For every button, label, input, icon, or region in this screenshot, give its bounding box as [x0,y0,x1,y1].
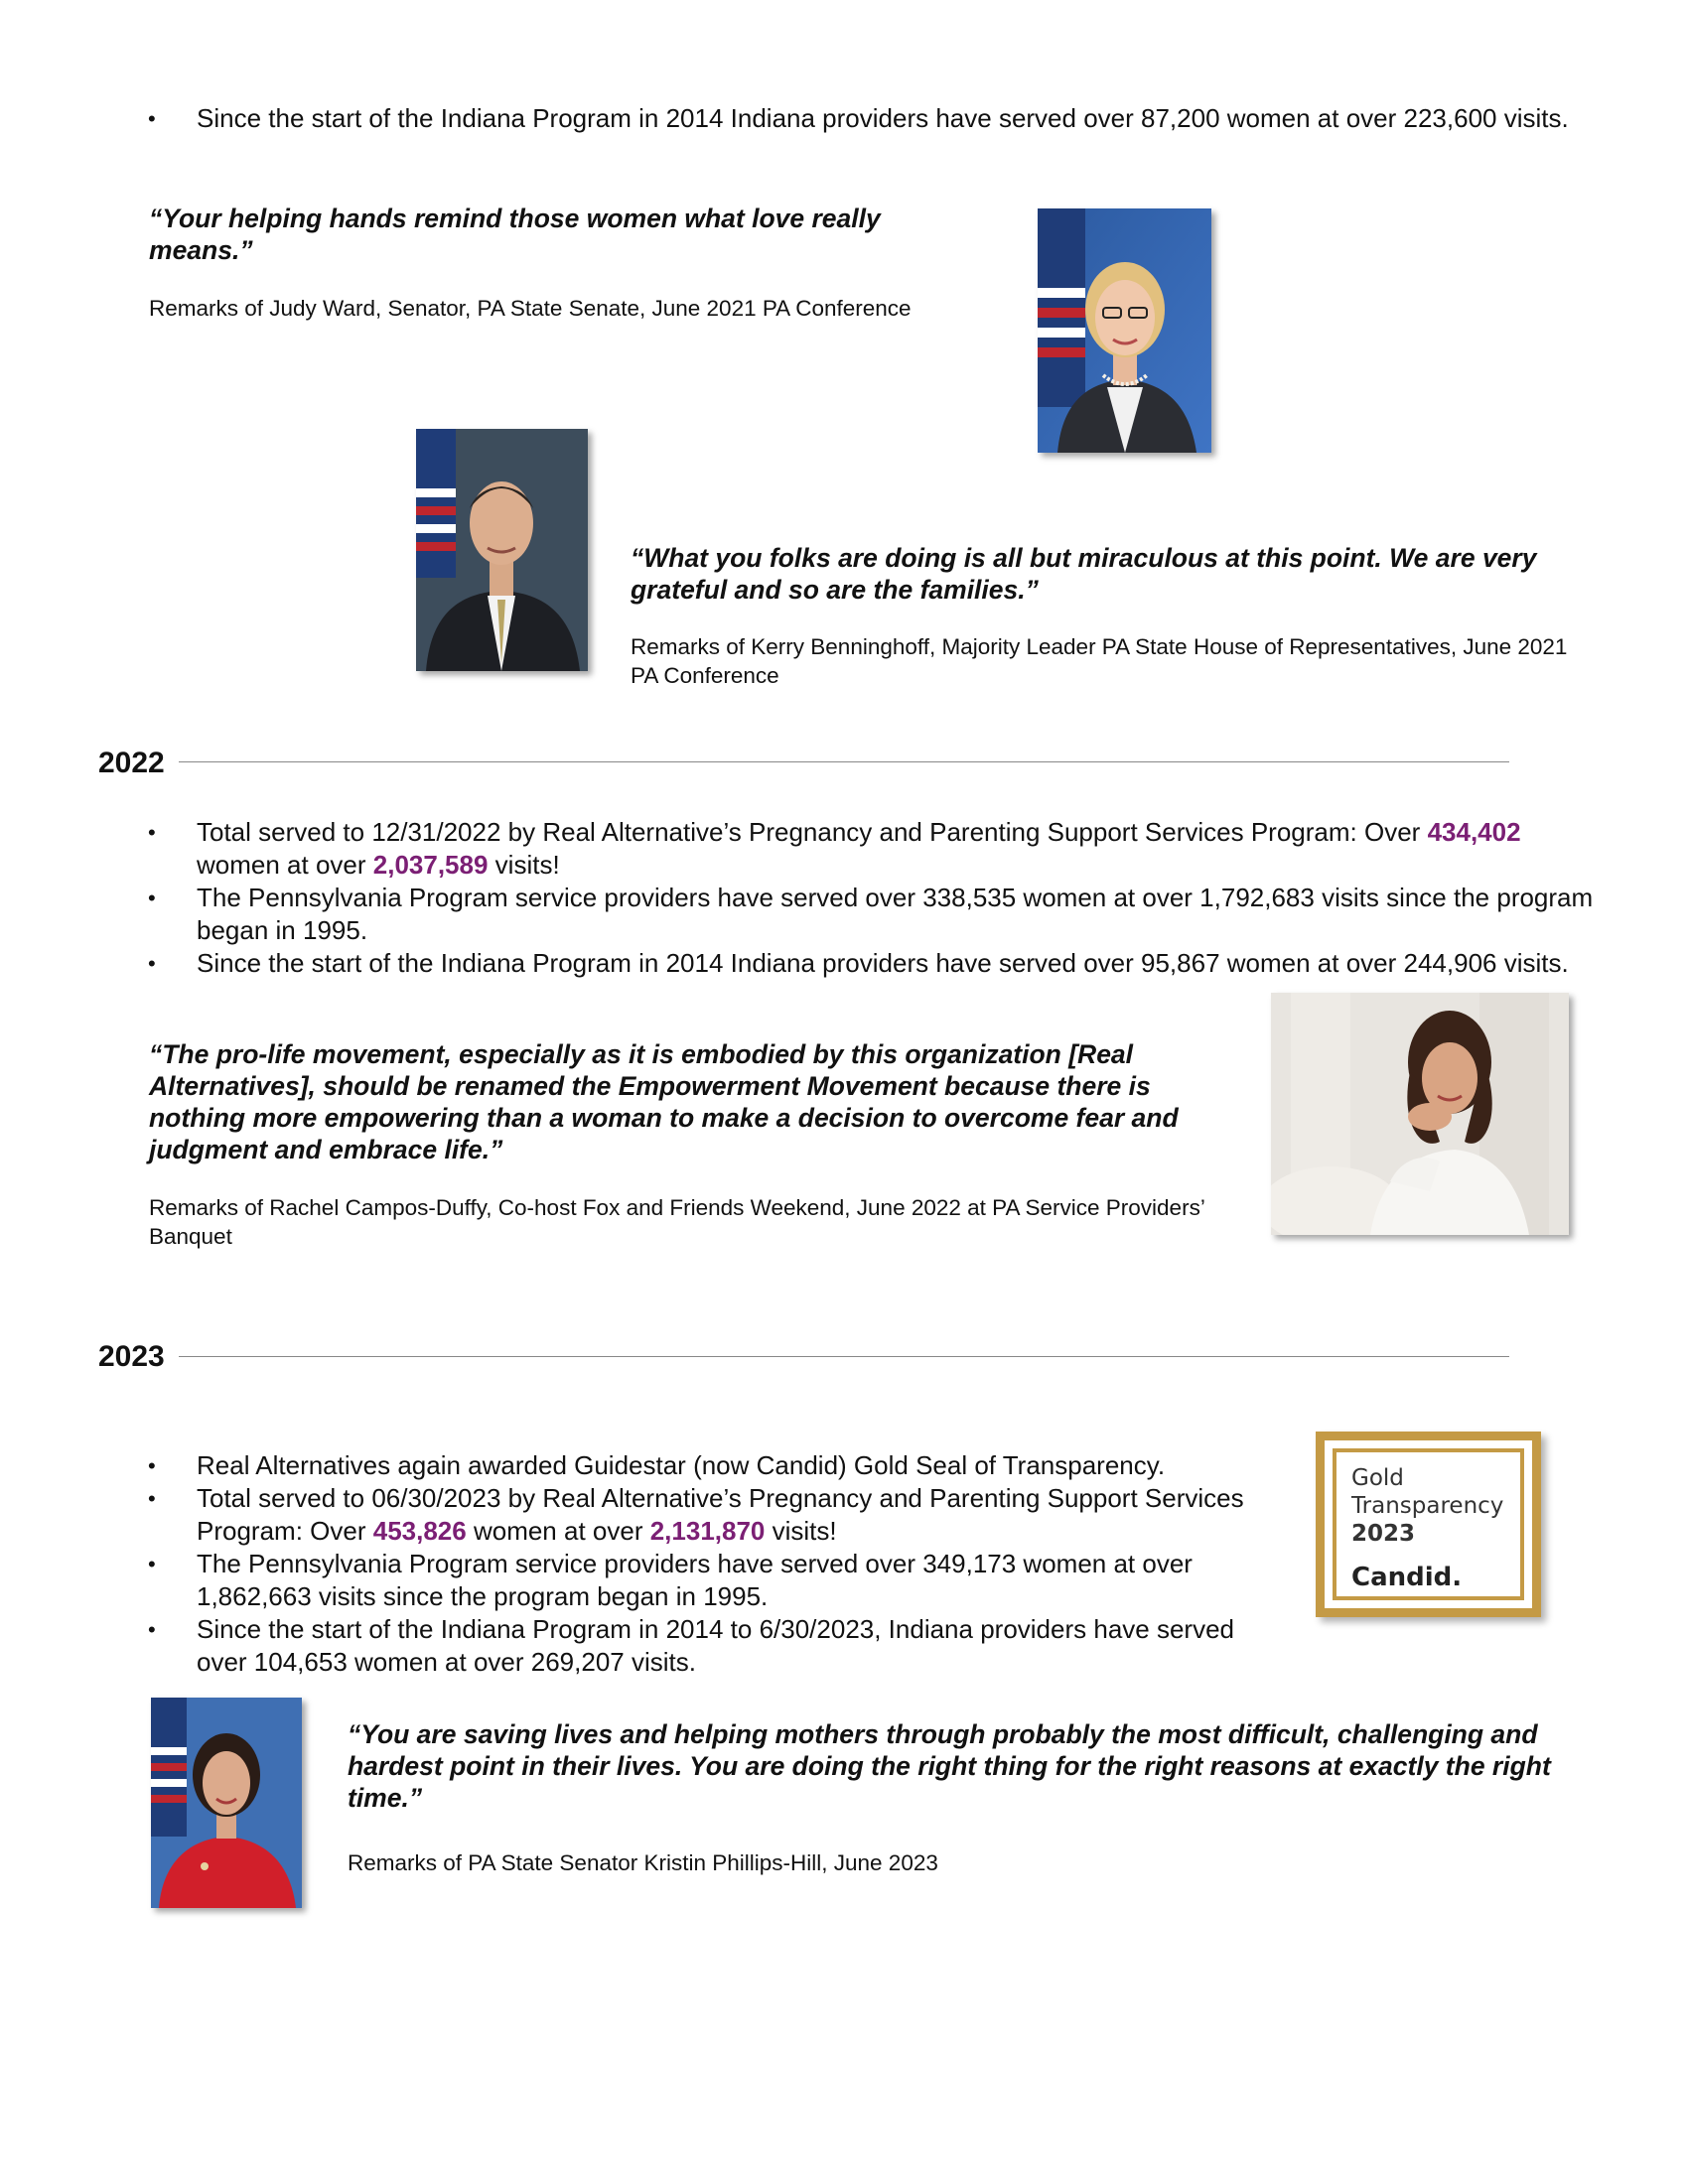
bullet-list-2023 [149,1449,1261,1679]
bullet-indiana-2023: • Since the start of the Indiana Program in 2014 to 6/30/2023, Indiana providers have served over 104,653 women at over 269,207 visits. [149,1613,1261,1679]
bullet-item: • Since the start of the Indiana Program in 2014 Indiana providers have served over 87,200 women at over 223,600 visits. [149,102,1599,135]
photo-judy-ward [1038,208,1211,453]
bullet-gold-seal-2023: • Real Alternatives again awarded Guidestar (now Candid) Gold Seal of Transparency. [149,1449,1261,1482]
section-divider [179,761,1509,762]
bullet-total-served-2023: • Total served to 06/30/2023 by Real Alternative’s Pregnancy and Parenting Support Services Program: Over 453,826 women at over 2,131,870 visits! [149,1482,1261,1548]
attribution-kristin-phillips-hill: Remarks of PA State Senator Kristin Phillips-Hill, June 2023 [348,1850,938,1875]
photo-kristin-phillips-hill [151,1698,302,1908]
highlight-women-count: 434,402 [1427,817,1521,847]
year-heading-2022: 2022 [98,747,165,779]
indiana-2014-bullet-list [149,102,1599,135]
seal-line-gold: Gold [1351,1465,1404,1491]
quote-rachel-campos-duffy: “The pro-life movement, especially as it is embodied by this organization [Real Alternatives], should be renamed the Empowerment Movement because there is nothing more empowering than a woman to make a decision to overcome fear and judgment and embrace life.” [149,1039,1179,1164]
photo-kerry-benninghoff [416,429,588,671]
seal-brand-candid: Candid. [1351,1563,1463,1592]
highlight-women-count: 453,826 [372,1516,467,1546]
quote-kristin-phillips-hill: “You are saving lives and helping mothers through probably the most difficult, challenging and hardest point in their lives. You are doing the right thing for the right reasons at exactly the right time.” [348,1719,1551,1813]
seal-line-year: 2023 [1351,1521,1416,1547]
seal-line-transparency: Transparency [1351,1493,1504,1519]
attribution-kerry-benninghoff: Remarks of Kerry Benninghoff, Majority Leader PA State House of Representatives, June 2021 PA Conference [631,634,1568,688]
photo-rachel-campos-duffy [1271,993,1569,1235]
bullet-pennsylvania-2023: • The Pennsylvania Program service providers have served over 349,173 women at over 1,862,663 visits since the program began in 1995. [149,1548,1261,1613]
bullet-list-2022 [149,816,1599,980]
attribution-rachel-campos-duffy: Remarks of Rachel Campos-Duffy, Co-host Fox and Friends Weekend, June 2022 at PA Service Providers’ Banquet [149,1195,1204,1249]
quote-judy-ward: “Your helping hands remind those women what love really means.” [149,204,881,265]
bullet-pennsylvania-2022: • The Pennsylvania Program service providers have served over 338,535 women at over 1,792,683 visits since the program began in 1995. [149,882,1599,947]
highlight-visits-count: 2,037,589 [372,850,489,880]
bullet-total-served-2022: • Total served to 12/31/2022 by Real Alternative’s Pregnancy and Parenting Support Services Program: Over 434,402 women at over 2,037,589 visits! [149,816,1599,882]
highlight-visits-count: 2,131,870 [649,1516,766,1546]
candid-gold-transparency-seal [1316,1432,1541,1617]
quote-kerry-benninghoff: “What you folks are doing is all but miraculous at this point. We are very grateful and so are the families.” [631,543,1537,605]
section-divider [179,1356,1509,1357]
bullet-indiana-2022: • Since the start of the Indiana Program in 2014 Indiana providers have served over 95,867 women at over 244,906 visits. [149,947,1599,980]
attribution-judy-ward: Remarks of Judy Ward, Senator, PA State Senate, June 2021 PA Conference [149,296,912,321]
year-heading-2023: 2023 [98,1340,165,1373]
